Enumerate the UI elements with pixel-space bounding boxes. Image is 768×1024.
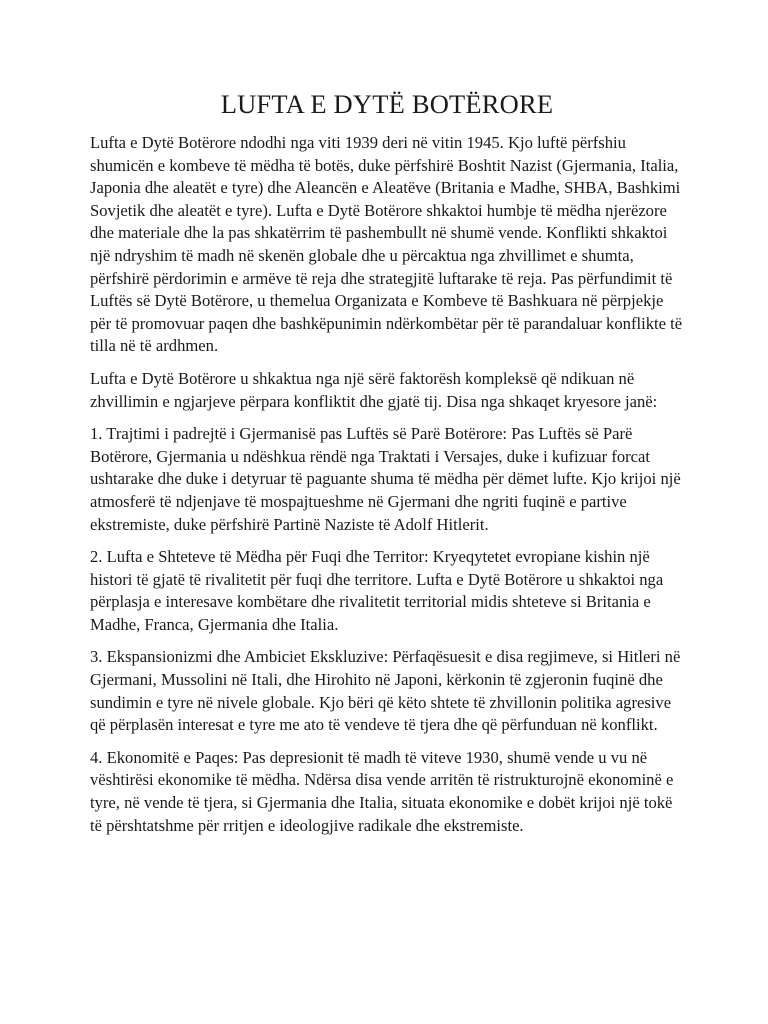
paragraph-causes-intro: Lufta e Dytë Botërore u shkaktua nga një sërë faktorësh kompleksë që ndikuan në zhvillimin e ngjarjeve përpara konfliktit dhe gjatë tij. Disa nga shkaqet kryesore janë:	[90, 368, 658, 411]
document-page	[90, 88, 684, 847]
paragraph-cause-1: 1. Trajtimi i padrejtë i Gjermanisë pas Luftës së Parë Botërore: Pas Luftës së Parë Botërore, Gjermania u ndëshkua rëndë nga Traktati i Versajes, duke i kufizuar forcat ushtarake dhe duke i detyruar të paguante shuma të mëdha për dëmet lufte. Kjo krijoi një atmosferë të ndjenjave të mospajtueshme në Gjermani dhe ngriti fuqinë e partive ekstremiste, duke përfshirë Partinë Naziste të Adolf Hitlerit.	[90, 424, 681, 534]
paragraph-intro: Lufta e Dytë Botërore ndodhi nga viti 1939 deri në vitin 1945. Kjo luftë përfshiu shumicën e kombeve të mëdha të botës, duke përfshirë Boshtit Nazist (Gjermania, Italia, Japonia dhe aleatët e tyre) dhe Aleancën e Aleatëve (Britania e Madhe, SHBA, Bashkimi Sovjetik dhe aleatët e tyre). Lufta e Dytë Botërore shkaktoi humbje të mëdha njerëzore dhe materiale dhe la pas shkatërrim të pashembullt në shumë vende. Konflikti shkaktoi një ndryshim të madh në skenën globale dhe u përcaktua nga zhvillimet e shumta, përfshirë përdorimin e armëve të reja dhe strategjitë luftarake të reja. Pas përfundimit të Luftës së Dytë Botërore, u themelua Organizata e Kombeve të Bashkuara në përpjekje për të promovuar paqen dhe bashkëpunimin ndërkombëtar për të parandaluar konflikte të tilla në të ardhmen.	[90, 133, 683, 356]
paragraph-cause-3: 3. Ekspansionizmi dhe Ambiciet Ekskluzive: Përfaqësuesit e disa regjimeve, si Hitleri në Gjermani, Mussolini në Itali, dhe Hirohito në Japoni, kërkonin të zgjeronin fuqinë dhe sundimin e tyre në nivele globale. Kjo bëri që këto shtete të zhvillonin politika agresive që përplasën interesat e tyre me ato të vendeve të tjera dhe që përfunduan në konflikt.	[90, 647, 681, 735]
document-title: LUFTA E DYTË BOTËRORE	[220, 89, 554, 119]
paragraph-cause-4: 4. Ekonomitë e Paqes: Pas depresionit të madh të viteve 1930, shumë vende u vu në vështirësi ekonomike të mëdha. Ndërsa disa vende arritën të ristrukturojnë ekonominë e tyre, në vende të tjera, si Gjermania dhe Italia, situata ekonomike e dobët krijoi një tokë të përshtatshme për rritjen e ideologjive radikale dhe ekstremiste.	[90, 747, 674, 835]
paragraph-cause-2: 2. Lufta e Shteteve të Mëdha për Fuqi dhe Territor: Kryeqytetet evropiane kishin një histori të gjatë të rivalitetit për fuqi dhe territore. Lufta e Dytë Botërore u shkaktoi nga përplasja e interesave kombëtare dhe rivalitetit territorial midis shteteve si Britania e Madhe, Franca, Gjermania dhe Italia.	[90, 547, 664, 634]
